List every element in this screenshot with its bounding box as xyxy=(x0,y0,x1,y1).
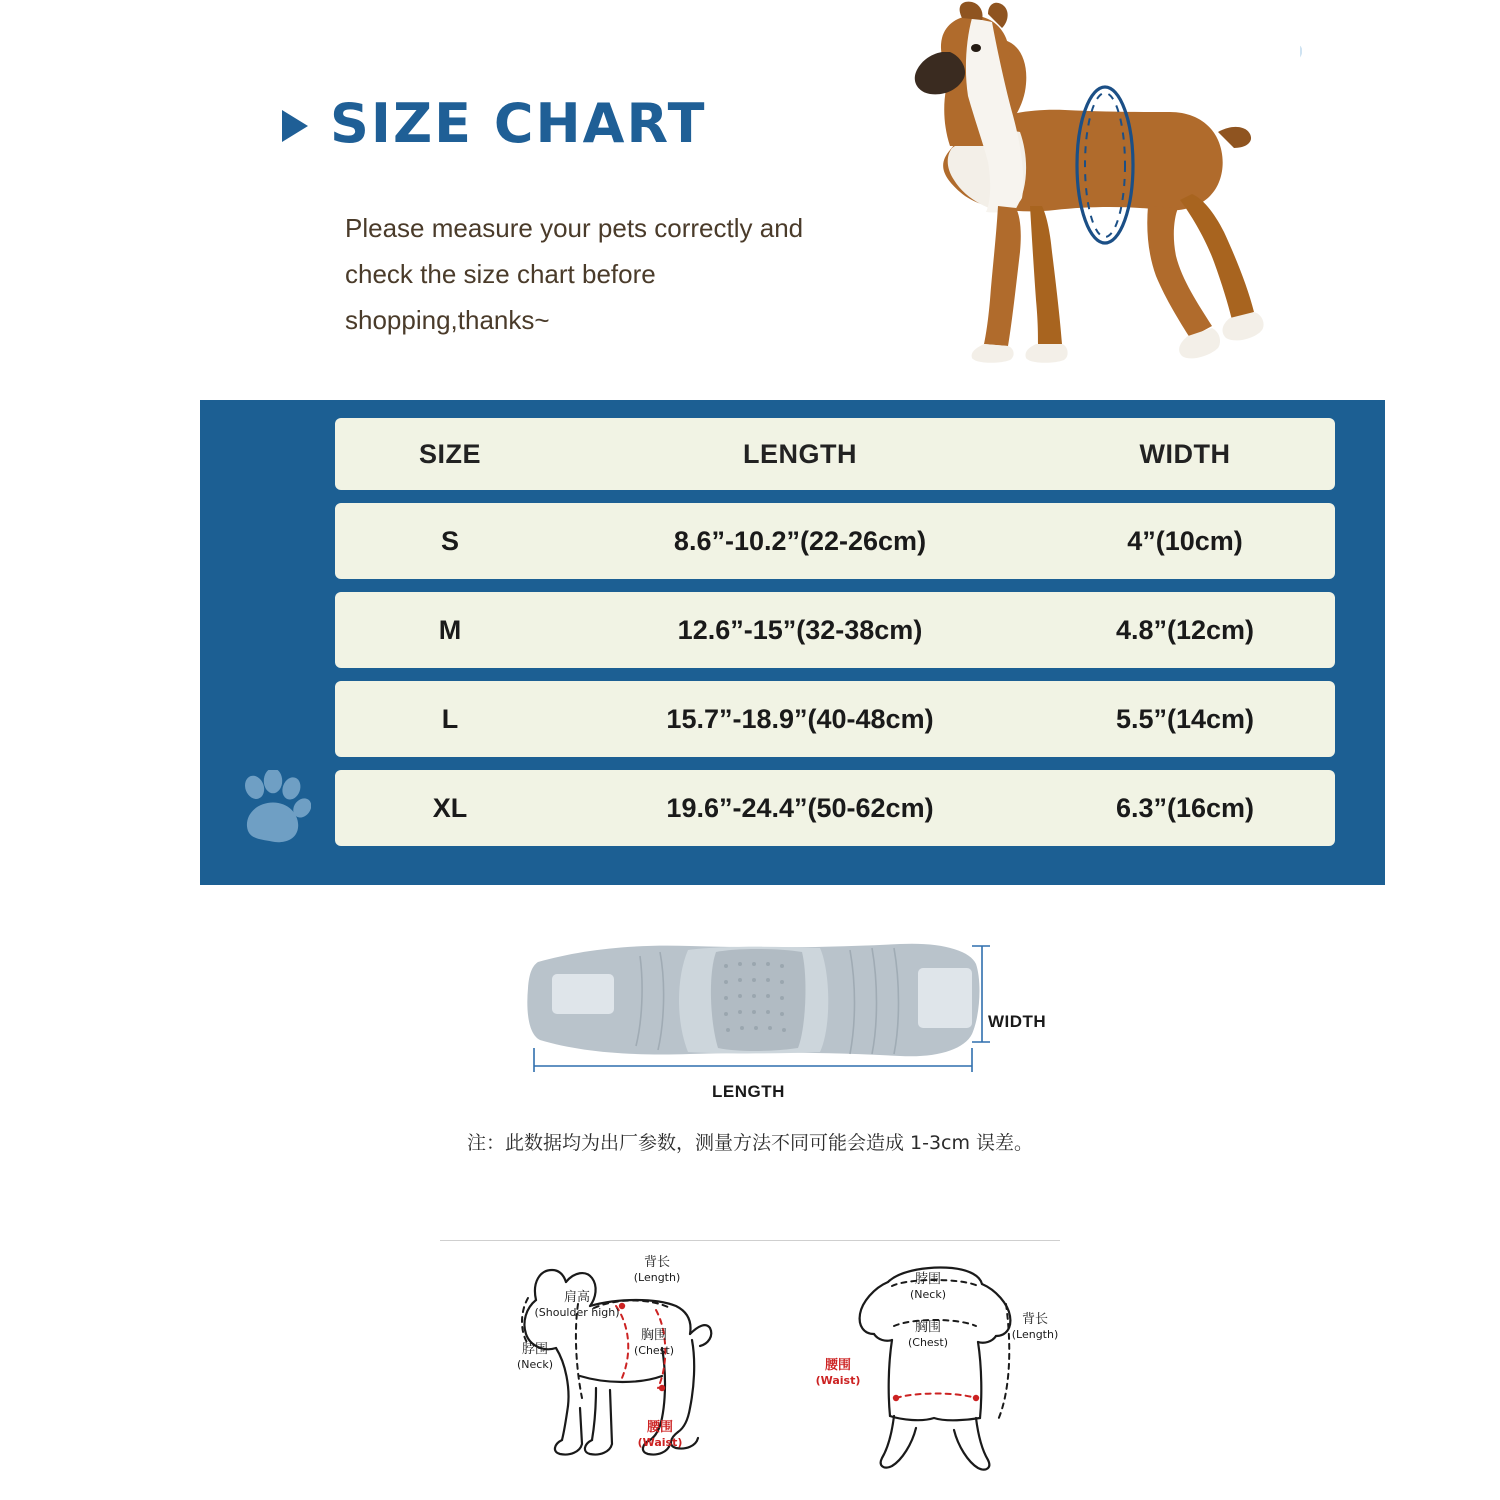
product-note: 注：此数据均为出厂参数，测量方法不同可能会造成 1-3cm 误差。 xyxy=(466,1132,1034,1154)
cell-length: 19.6”-24.4”(50-62cm) xyxy=(666,792,934,823)
size-chart-panel xyxy=(200,400,1385,885)
sketch-label-back-length: 背长 (Length) xyxy=(633,1255,681,1284)
table-row xyxy=(335,503,1335,579)
cell-size: XL xyxy=(432,792,468,823)
table-row xyxy=(335,681,1335,757)
product-width-label: WIDTH xyxy=(988,1012,1047,1031)
sketch-label-waist: 腰围 (Waist) xyxy=(637,1420,683,1449)
sketch-label-neck: 脖围 (Neck) xyxy=(517,1342,553,1371)
play-triangle-icon xyxy=(282,110,308,142)
sketch-label-chest: 胸围 (Chest) xyxy=(633,1328,675,1357)
sketch-label-chest: 胸围 (Chest) xyxy=(907,1320,949,1349)
sketch-label-back-length: 背长 (Length) xyxy=(1011,1312,1059,1341)
product-measurement-diagram xyxy=(0,920,1500,1170)
cell-length: 15.7”-18.9”(40-48cm) xyxy=(666,703,934,734)
column-header-width: WIDTH xyxy=(1139,438,1231,469)
column-header-size: SIZE xyxy=(418,438,481,469)
size-chart-table xyxy=(335,418,1335,859)
sketch-label-waist: 腰围 (Waist) xyxy=(815,1358,861,1387)
product-length-label: LENGTH xyxy=(712,1082,785,1101)
table-row xyxy=(335,592,1335,668)
cell-width: 6.3”(16cm) xyxy=(1115,792,1255,823)
cell-width: 4.8”(12cm) xyxy=(1115,614,1255,645)
cell-width: 4”(10cm) xyxy=(1127,525,1243,556)
table-row xyxy=(335,770,1335,846)
page-title-row xyxy=(282,92,706,155)
page-subtitle: Please measure your pets correctly and check the size chart before shopping,thanks~ xyxy=(345,213,804,335)
cell-size: L xyxy=(441,703,459,734)
sketch-label-shoulder-high: 肩高 (Shoulder high) xyxy=(534,1290,620,1319)
paw-print-icon xyxy=(235,770,311,853)
sketch-label-neck: 脖围 (Neck) xyxy=(910,1272,946,1301)
cell-length: 12.6”-15”(32-38cm) xyxy=(677,614,923,645)
header-section xyxy=(0,0,1500,400)
cell-width: 5.5”(14cm) xyxy=(1115,703,1255,734)
measurement-sketches xyxy=(0,1230,1500,1500)
page-title: SIZE CHART xyxy=(330,92,707,155)
table-header-row xyxy=(335,418,1335,490)
cell-size: M xyxy=(438,614,462,645)
column-header-length: LENGTH xyxy=(743,438,857,469)
product-photo xyxy=(520,930,990,1095)
divider xyxy=(440,1240,1060,1241)
dog-photo xyxy=(880,0,1300,390)
cell-size: S xyxy=(440,525,459,556)
cell-length: 8.6”-10.2”(22-26cm) xyxy=(673,525,927,556)
